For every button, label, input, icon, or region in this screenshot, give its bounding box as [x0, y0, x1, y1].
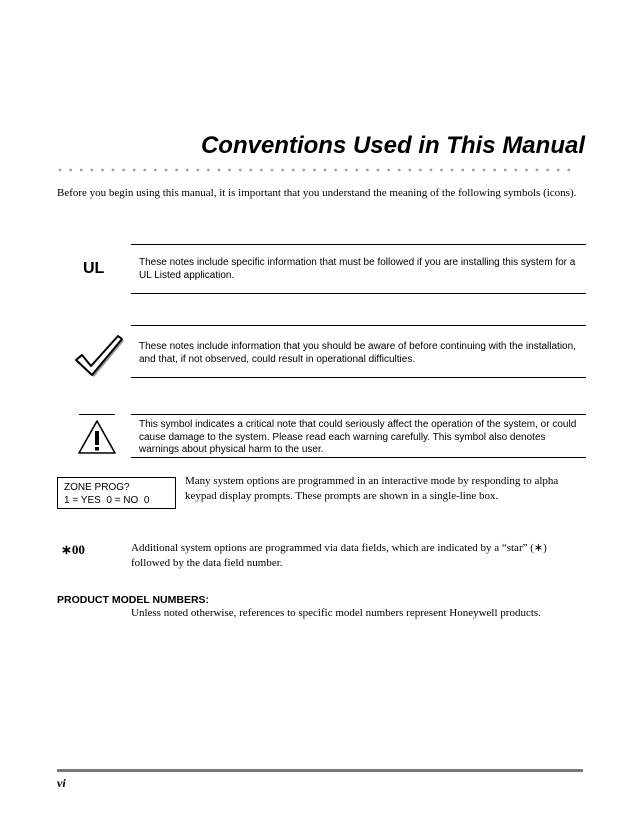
- divider-dot: [419, 169, 422, 172]
- data-field-label: ∗00: [61, 542, 85, 557]
- divider-dot: [101, 169, 104, 172]
- page-number: vi: [57, 776, 66, 790]
- divider-dot: [207, 169, 210, 172]
- divider-dot: [514, 169, 517, 172]
- divider-dot: [196, 169, 199, 172]
- divider-dot: [377, 169, 380, 172]
- ul-note-top-rule: [131, 244, 586, 245]
- divider-dot: [355, 169, 358, 172]
- checkmark-icon: [72, 333, 124, 379]
- divider-dot: [90, 169, 93, 172]
- divider-dot: [69, 169, 72, 172]
- divider-dot: [112, 169, 115, 172]
- data-field-description: Additional system options are programmed via data fields, which are indicated by a “star” (∗) followed by the data field number.: [131, 542, 547, 569]
- check-note-bottom-rule: [131, 377, 586, 378]
- warning-icon: [76, 418, 118, 456]
- product-heading: PRODUCT MODEL NUMBERS:: [57, 594, 210, 606]
- ul-note-bottom-rule: [131, 293, 586, 294]
- divider-dot: [292, 169, 295, 172]
- warning-note-top-rule: [131, 414, 586, 415]
- ul-note-text: These notes include specific information that must be followed if you are installing this system for a UL Listed application.: [139, 257, 576, 281]
- divider-dot: [281, 169, 284, 172]
- divider-dot: [59, 169, 62, 172]
- divider-dot: [80, 169, 83, 172]
- divider-dot: [504, 169, 507, 172]
- intro-paragraph: Before you begin using this manual, it is important that you understand the meaning of the following symbols (icons).: [57, 187, 577, 199]
- divider-dot: [122, 169, 125, 172]
- keypad-prompt-box: [57, 477, 176, 509]
- check-note-text: These notes include information that you should be aware of before continuing with the installation, and that, if not observed, could result in operational difficulties.: [139, 341, 576, 365]
- divider-dot: [143, 169, 146, 172]
- divider-dot: [175, 169, 178, 172]
- warning-icon-top-rule: [79, 414, 115, 415]
- footer-rule: [57, 769, 583, 772]
- divider-dot: [408, 169, 411, 172]
- check-note-top-rule: [131, 325, 586, 326]
- dotted-divider: [58, 168, 570, 172]
- divider-dot: [186, 169, 189, 172]
- divider-dot: [398, 169, 401, 172]
- divider-dot: [260, 169, 263, 172]
- divider-dot: [451, 169, 454, 172]
- divider-dot: [483, 169, 486, 172]
- divider-dot: [249, 169, 252, 172]
- divider-dot: [239, 169, 242, 172]
- divider-dot: [165, 169, 168, 172]
- divider-dot: [430, 169, 433, 172]
- prompt-line-1: ZONE PROG?: [64, 482, 130, 493]
- warning-note-bottom-rule: [131, 457, 586, 458]
- divider-dot: [302, 169, 305, 172]
- ul-icon: UL: [83, 260, 105, 277]
- divider-dot: [472, 169, 475, 172]
- divider-dot: [567, 169, 570, 172]
- page-title: Conventions Used in This Manual: [200, 132, 585, 159]
- divider-dot: [557, 169, 560, 172]
- product-text: Unless noted otherwise, references to specific model numbers represent Honeywell products.: [131, 607, 541, 619]
- warning-note-text: This symbol indicates a critical note that could seriously affect the operation of the system, or could cause damage to the system. Please read each warning carefully. This symbol also denotes warnings about physical harm to the user.: [139, 419, 577, 455]
- divider-dot: [440, 169, 443, 172]
- divider-dot: [218, 169, 221, 172]
- divider-dot: [461, 169, 464, 172]
- divider-dot: [334, 169, 337, 172]
- divider-dot: [536, 169, 539, 172]
- divider-dot: [366, 169, 369, 172]
- divider-dot: [525, 169, 528, 172]
- divider-dot: [345, 169, 348, 172]
- divider-dot: [313, 169, 316, 172]
- prompt-description: Many system options are programmed in an interactive mode by responding to alpha keypad display prompts. These prompts are shown in a single-line box.: [185, 475, 559, 502]
- divider-dot: [387, 169, 390, 172]
- divider-dot: [324, 169, 327, 172]
- divider-dot: [228, 169, 231, 172]
- divider-dot: [493, 169, 496, 172]
- divider-dot: [154, 169, 157, 172]
- divider-dot: [133, 169, 136, 172]
- divider-dot: [271, 169, 274, 172]
- divider-dot: [546, 169, 549, 172]
- prompt-line-2: 1 = YES 0 = NO 0: [64, 495, 150, 506]
